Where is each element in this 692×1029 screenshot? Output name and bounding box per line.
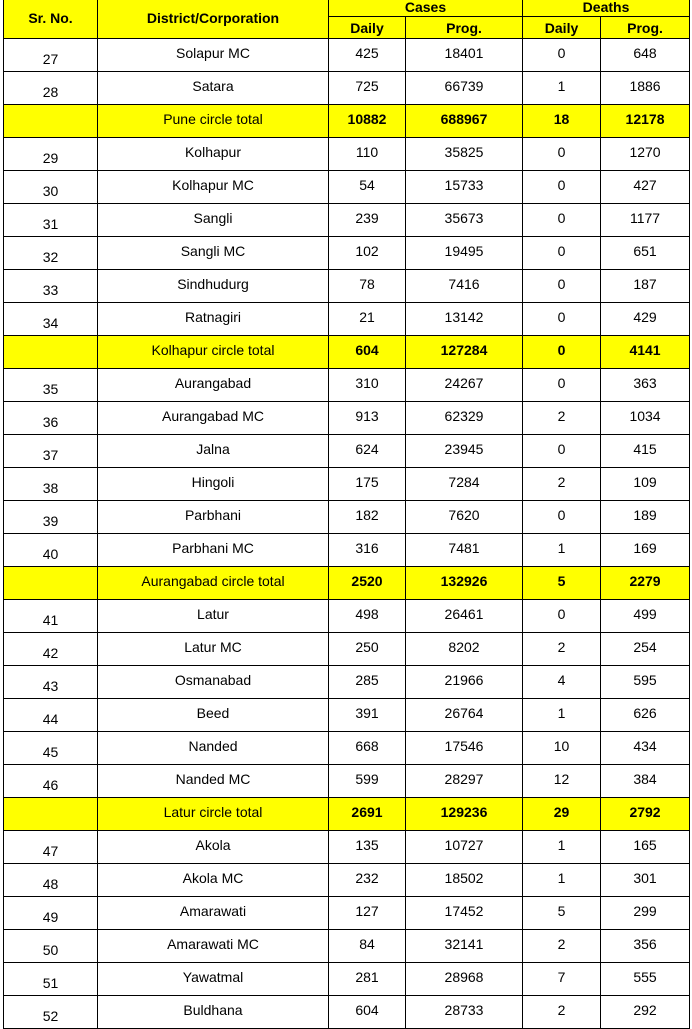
cases-prog-cell: 688967 <box>406 105 523 138</box>
sr-no-cell: 37 <box>4 435 98 468</box>
table-row <box>4 369 690 402</box>
district-name-cell: Sangli MC <box>98 237 329 270</box>
deaths-prog-cell: 648 <box>601 39 690 72</box>
cases-prog-cell: 15733 <box>406 171 523 204</box>
deaths-prog-cell: 1034 <box>601 402 690 435</box>
sr-no-cell: 35 <box>4 369 98 402</box>
circle-total-row <box>4 798 690 831</box>
deaths-daily-cell: 1 <box>523 72 601 105</box>
cases-prog-cell: 26764 <box>406 699 523 732</box>
table-row <box>4 435 690 468</box>
cases-prog-cell: 19495 <box>406 237 523 270</box>
table-row <box>4 732 690 765</box>
table-row <box>4 831 690 864</box>
district-name-cell: Sangli <box>98 204 329 237</box>
district-name-cell: Buldhana <box>98 996 329 1029</box>
sr-no-cell: 43 <box>4 666 98 699</box>
cases-daily-cell: 84 <box>329 930 406 963</box>
deaths-prog-cell: 299 <box>601 897 690 930</box>
sr-no-cell: 42 <box>4 633 98 666</box>
sr-no-cell <box>4 105 98 138</box>
deaths-prog-cell: 301 <box>601 864 690 897</box>
deaths-daily-cell: 0 <box>523 270 601 303</box>
sr-no-cell: 46 <box>4 765 98 798</box>
table-body <box>4 39 690 1029</box>
cases-prog-cell: 24267 <box>406 369 523 402</box>
district-name-cell: Kolhapur MC <box>98 171 329 204</box>
sr-no-cell: 49 <box>4 897 98 930</box>
sr-no-cell: 50 <box>4 930 98 963</box>
cases-prog-cell: 7481 <box>406 534 523 567</box>
sr-no-cell: 45 <box>4 732 98 765</box>
cases-daily-cell: 250 <box>329 633 406 666</box>
cases-daily-cell: 316 <box>329 534 406 567</box>
table-row <box>4 138 690 171</box>
cases-prog-cell: 127284 <box>406 336 523 369</box>
table-row <box>4 534 690 567</box>
sr-no-cell <box>4 798 98 831</box>
deaths-prog-cell: 187 <box>601 270 690 303</box>
cases-daily-cell: 102 <box>329 237 406 270</box>
cases-daily-cell: 285 <box>329 666 406 699</box>
deaths-daily-cell: 0 <box>523 138 601 171</box>
sr-no-cell: 36 <box>4 402 98 435</box>
deaths-prog-cell: 109 <box>601 468 690 501</box>
cases-prog-cell: 18401 <box>406 39 523 72</box>
deaths-prog-cell: 595 <box>601 666 690 699</box>
cases-daily-cell: 604 <box>329 336 406 369</box>
cases-prog-cell: 26461 <box>406 600 523 633</box>
table-row <box>4 963 690 996</box>
table-row <box>4 864 690 897</box>
sr-no-cell: 47 <box>4 831 98 864</box>
deaths-daily-cell: 1 <box>523 699 601 732</box>
cases-daily-cell: 498 <box>329 600 406 633</box>
sr-no-cell: 29 <box>4 138 98 171</box>
cases-prog-cell: 66739 <box>406 72 523 105</box>
sr-no-cell: 51 <box>4 963 98 996</box>
cases-daily-cell: 21 <box>329 303 406 336</box>
deaths-daily-cell: 0 <box>523 39 601 72</box>
cases-daily-cell: 78 <box>329 270 406 303</box>
cases-daily-cell: 127 <box>329 897 406 930</box>
cases-daily-cell: 110 <box>329 138 406 171</box>
cases-prog-cell: 7416 <box>406 270 523 303</box>
deaths-daily-cell: 10 <box>523 732 601 765</box>
district-name-cell: Ratnagiri <box>98 303 329 336</box>
cases-daily-cell: 2691 <box>329 798 406 831</box>
circle-total-row <box>4 567 690 600</box>
circle-total-row <box>4 105 690 138</box>
cases-prog-cell: 129236 <box>406 798 523 831</box>
district-name-cell: Osmanabad <box>98 666 329 699</box>
deaths-prog-cell: 254 <box>601 633 690 666</box>
cases-daily-cell: 10882 <box>329 105 406 138</box>
district-name-cell: Beed <box>98 699 329 732</box>
deaths-prog-cell: 434 <box>601 732 690 765</box>
cases-prog-cell: 35673 <box>406 204 523 237</box>
header-deaths: Deaths <box>523 0 690 17</box>
deaths-daily-cell: 1 <box>523 534 601 567</box>
cases-daily-cell: 425 <box>329 39 406 72</box>
sr-no-cell <box>4 567 98 600</box>
district-name-cell: Latur MC <box>98 633 329 666</box>
district-name-cell: Akola MC <box>98 864 329 897</box>
deaths-prog-cell: 12178 <box>601 105 690 138</box>
district-name-cell: Nanded <box>98 732 329 765</box>
deaths-prog-cell: 499 <box>601 600 690 633</box>
deaths-prog-cell: 2792 <box>601 798 690 831</box>
cases-daily-cell: 175 <box>329 468 406 501</box>
cases-prog-cell: 17452 <box>406 897 523 930</box>
district-name-cell: Hingoli <box>98 468 329 501</box>
sr-no-cell: 40 <box>4 534 98 567</box>
district-name-cell: Yawatmal <box>98 963 329 996</box>
table-row <box>4 39 690 72</box>
cases-daily-cell: 239 <box>329 204 406 237</box>
deaths-prog-cell: 189 <box>601 501 690 534</box>
deaths-daily-cell: 0 <box>523 600 601 633</box>
cases-daily-cell: 281 <box>329 963 406 996</box>
district-name-cell: Pune circle total <box>98 105 329 138</box>
district-name-cell: Aurangabad <box>98 369 329 402</box>
sr-no-cell: 32 <box>4 237 98 270</box>
cases-daily-cell: 391 <box>329 699 406 732</box>
deaths-prog-cell: 427 <box>601 171 690 204</box>
sr-no-cell: 44 <box>4 699 98 732</box>
table-row <box>4 897 690 930</box>
circle-total-row <box>4 336 690 369</box>
deaths-daily-cell: 2 <box>523 468 601 501</box>
deaths-prog-cell: 1177 <box>601 204 690 237</box>
district-name-cell: Nanded MC <box>98 765 329 798</box>
cases-daily-cell: 310 <box>329 369 406 402</box>
sr-no-cell: 30 <box>4 171 98 204</box>
deaths-daily-cell: 2 <box>523 930 601 963</box>
table-row <box>4 501 690 534</box>
table-row <box>4 600 690 633</box>
sr-no-cell: 28 <box>4 72 98 105</box>
cases-daily-cell: 604 <box>329 996 406 1029</box>
district-name-cell: Satara <box>98 72 329 105</box>
cases-daily-cell: 668 <box>329 732 406 765</box>
cases-prog-cell: 132926 <box>406 567 523 600</box>
deaths-prog-cell: 429 <box>601 303 690 336</box>
sr-no-cell <box>4 336 98 369</box>
district-name-cell: Sindhudurg <box>98 270 329 303</box>
deaths-daily-cell: 0 <box>523 435 601 468</box>
table-header-row <box>4 0 690 17</box>
deaths-prog-cell: 1270 <box>601 138 690 171</box>
table-row <box>4 237 690 270</box>
sr-no-cell: 38 <box>4 468 98 501</box>
deaths-daily-cell: 1 <box>523 831 601 864</box>
cases-prog-cell: 32141 <box>406 930 523 963</box>
district-name-cell: Parbhani MC <box>98 534 329 567</box>
sr-no-cell: 52 <box>4 996 98 1029</box>
table-row <box>4 666 690 699</box>
deaths-daily-cell: 18 <box>523 105 601 138</box>
deaths-daily-cell: 0 <box>523 501 601 534</box>
deaths-prog-cell: 363 <box>601 369 690 402</box>
deaths-daily-cell: 7 <box>523 963 601 996</box>
header-cases-daily: Daily <box>329 17 406 39</box>
table-row <box>4 765 690 798</box>
cases-prog-cell: 18502 <box>406 864 523 897</box>
deaths-daily-cell: 0 <box>523 171 601 204</box>
cases-daily-cell: 624 <box>329 435 406 468</box>
cases-prog-cell: 28297 <box>406 765 523 798</box>
deaths-daily-cell: 0 <box>523 237 601 270</box>
sr-no-cell: 31 <box>4 204 98 237</box>
deaths-daily-cell: 0 <box>523 369 601 402</box>
district-name-cell: Solapur MC <box>98 39 329 72</box>
cases-prog-cell: 23945 <box>406 435 523 468</box>
deaths-daily-cell: 29 <box>523 798 601 831</box>
cases-prog-cell: 21966 <box>406 666 523 699</box>
cases-prog-cell: 7284 <box>406 468 523 501</box>
cases-prog-cell: 62329 <box>406 402 523 435</box>
cases-daily-cell: 725 <box>329 72 406 105</box>
cases-prog-cell: 17546 <box>406 732 523 765</box>
deaths-prog-cell: 555 <box>601 963 690 996</box>
deaths-daily-cell: 12 <box>523 765 601 798</box>
cases-daily-cell: 599 <box>329 765 406 798</box>
cases-daily-cell: 182 <box>329 501 406 534</box>
cases-daily-cell: 2520 <box>329 567 406 600</box>
table-row <box>4 270 690 303</box>
cases-daily-cell: 232 <box>329 864 406 897</box>
deaths-prog-cell: 356 <box>601 930 690 963</box>
deaths-prog-cell: 2279 <box>601 567 690 600</box>
deaths-prog-cell: 626 <box>601 699 690 732</box>
deaths-daily-cell: 0 <box>523 336 601 369</box>
district-name-cell: Aurangabad MC <box>98 402 329 435</box>
sr-no-cell: 34 <box>4 303 98 336</box>
cases-daily-cell: 913 <box>329 402 406 435</box>
deaths-prog-cell: 384 <box>601 765 690 798</box>
sr-no-cell: 33 <box>4 270 98 303</box>
deaths-prog-cell: 292 <box>601 996 690 1029</box>
cases-prog-cell: 35825 <box>406 138 523 171</box>
header-cases: Cases <box>329 0 523 17</box>
header-district: District/Corporation <box>98 0 329 39</box>
deaths-prog-cell: 169 <box>601 534 690 567</box>
table-row <box>4 171 690 204</box>
district-name-cell: Aurangabad circle total <box>98 567 329 600</box>
cases-prog-cell: 28733 <box>406 996 523 1029</box>
district-name-cell: Akola <box>98 831 329 864</box>
table-row <box>4 204 690 237</box>
deaths-daily-cell: 1 <box>523 864 601 897</box>
cases-prog-cell: 13142 <box>406 303 523 336</box>
deaths-daily-cell: 4 <box>523 666 601 699</box>
deaths-prog-cell: 651 <box>601 237 690 270</box>
district-name-cell: Kolhapur circle total <box>98 336 329 369</box>
table-row <box>4 633 690 666</box>
cases-daily-cell: 135 <box>329 831 406 864</box>
deaths-daily-cell: 5 <box>523 567 601 600</box>
covid-district-table <box>3 0 690 1029</box>
table-row <box>4 699 690 732</box>
deaths-prog-cell: 165 <box>601 831 690 864</box>
district-name-cell: Amarawati <box>98 897 329 930</box>
sr-no-cell: 48 <box>4 864 98 897</box>
header-deaths-daily: Daily <box>523 17 601 39</box>
header-cases-prog: Prog. <box>406 17 523 39</box>
cases-daily-cell: 54 <box>329 171 406 204</box>
district-name-cell: Kolhapur <box>98 138 329 171</box>
table-row <box>4 402 690 435</box>
header-deaths-prog: Prog. <box>601 17 690 39</box>
cases-prog-cell: 7620 <box>406 501 523 534</box>
sr-no-cell: 41 <box>4 600 98 633</box>
header-sr-no: Sr. No. <box>4 0 98 39</box>
table-row <box>4 303 690 336</box>
table-row <box>4 930 690 963</box>
district-name-cell: Latur <box>98 600 329 633</box>
cases-prog-cell: 8202 <box>406 633 523 666</box>
deaths-daily-cell: 2 <box>523 402 601 435</box>
deaths-prog-cell: 415 <box>601 435 690 468</box>
cases-prog-cell: 10727 <box>406 831 523 864</box>
table-row <box>4 72 690 105</box>
deaths-prog-cell: 4141 <box>601 336 690 369</box>
sr-no-cell: 27 <box>4 39 98 72</box>
table-row <box>4 468 690 501</box>
cases-prog-cell: 28968 <box>406 963 523 996</box>
deaths-prog-cell: 1886 <box>601 72 690 105</box>
deaths-daily-cell: 2 <box>523 996 601 1029</box>
district-name-cell: Jalna <box>98 435 329 468</box>
district-name-cell: Amarawati MC <box>98 930 329 963</box>
deaths-daily-cell: 0 <box>523 204 601 237</box>
deaths-daily-cell: 5 <box>523 897 601 930</box>
district-name-cell: Parbhani <box>98 501 329 534</box>
sr-no-cell: 39 <box>4 501 98 534</box>
deaths-daily-cell: 2 <box>523 633 601 666</box>
deaths-daily-cell: 0 <box>523 303 601 336</box>
district-name-cell: Latur circle total <box>98 798 329 831</box>
